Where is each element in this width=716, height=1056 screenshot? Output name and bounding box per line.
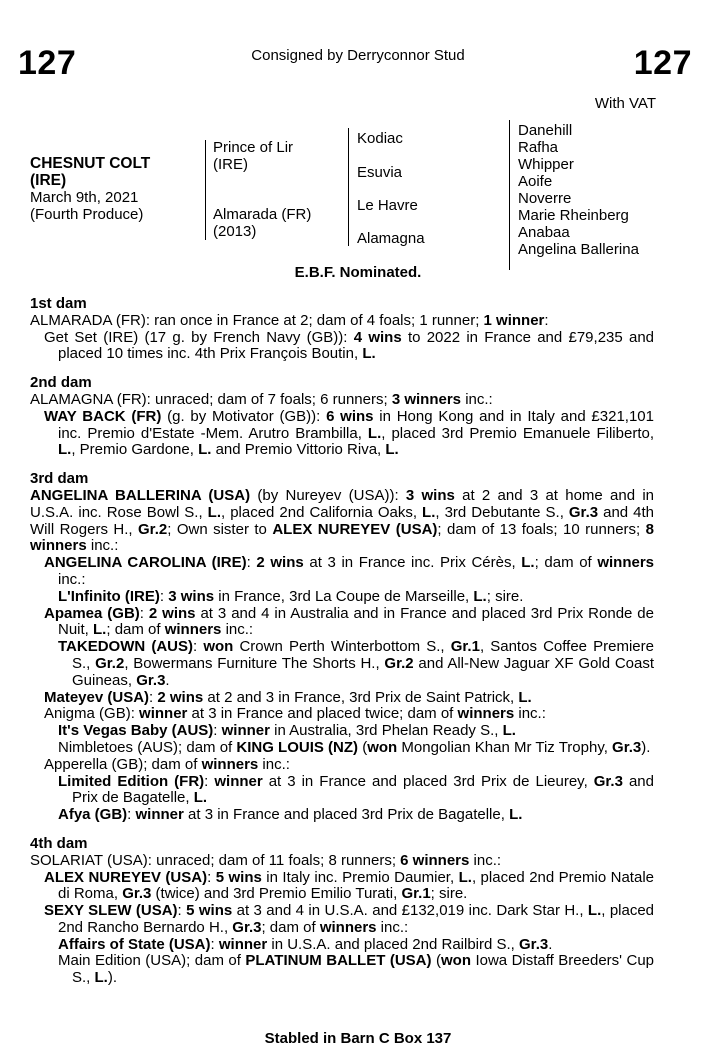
lot-number-right: 127 [633,44,692,82]
g3-ancestor: Aoife [518,173,553,190]
progeny-anigma: Anigma (GB): winner at 3 in France and placed twice; dam of winners inc.: [44,705,546,723]
g3-ancestor: Noverre [518,190,572,207]
progeny-apperella: Apperella (GB); dam of winners inc.: [44,755,290,773]
progeny-takedown: TAKEDOWN (AUS): won Crown Perth Winterbottom S., Gr.1, Santos Coffee Premiere S., Gr.2, Bowermans Furniture The Shorts H., Gr.2 and All-New Jaguar XF Gold Coast Guineas, Gr.3. [58,638,654,689]
g3-ancestor: Rafha [518,139,559,156]
progeny-limited-edition: Limited Edition (FR): winner at 3 in France and placed 3rd Prix de Lieurey, Gr.3 and Prix de Bagatelle, L. [58,772,654,807]
dam [213,206,311,240]
progeny-apamea: Apamea (GB): 2 wins at 3 and 4 in Australia and in France and placed 3rd Prix Ronde de Nuit, L.; dam of winners inc.: [44,604,654,639]
sire-line2: (IRE) [213,156,248,173]
produce-note: (Fourth Produce) [30,206,144,223]
sire [213,139,293,173]
pedigree-bracket-3 [509,120,510,270]
dam-line1: Almarada (FR) [213,206,312,223]
horse-name-line1: CHESNUT COLT [30,155,151,172]
ebf-nominated: E.B.F. Nominated. [294,264,422,281]
third-dam-summary: ANGELINA BALLERINA (USA) (by Nureyev (USA)): 3 wins at 2 and 3 at home and in U.S.A. inc. Rose Bowl S., L., placed 2nd California Oaks, L., 3rd Debutante S., Gr.3 and 4th Will Rogers H., Gr.2; Own sister to ALEX NUREYEV (USA); dam of 13 foals; 10 runners; 8 winners inc.: [30,486,655,555]
fourth-dam-summary: SOLARIAT (USA): unraced; dam of 11 foals; 8 runners; 6 winners inc.: [30,851,502,869]
progeny-main-edition: Main Edition (USA); dam of PLATINUM BALLET (USA) (won Iowa Distaff Breeders' Cup S., L.). [58,952,655,987]
first-dam-heading: 1st dam [30,295,87,312]
dam-dam: Alamagna [357,230,425,247]
third-dam-heading: 3rd dam [30,470,89,488]
first-dam-summary: ALMARADA (FR): ran once in France at 2; dam of 4 foals; 1 runner; 1 winner: [30,311,549,329]
g3-ancestor: Angelina Ballerina [518,241,639,258]
second-dam-heading: 2nd dam [30,374,92,392]
g3-ancestor: Whipper [518,156,574,173]
g3-ancestor: Marie Rheinberg [518,207,629,224]
horse-name-line2: (IRE) [30,172,67,189]
g3-ancestor: Danehill [518,122,573,139]
fourth-dam-heading: 4th dam [30,834,88,852]
g3-ancestor: Anabaa [518,224,570,241]
progeny-alex-nureyev: ALEX NUREYEV (USA): 5 wins in Italy inc. Premio Daumier, L., placed 2nd Premio Natale di Roma, Gr.3 (twice) and 3rd Premio Emilio Turati, Gr.1; sire. [44,868,654,903]
horse-name [30,155,150,189]
foaled-date: March 9th, 2021 [30,189,139,206]
progeny-get-set: Get Set (IRE) (17 g. by French Navy (GB)): 4 wins to 2022 in France and £79,235 and placed 10 times inc. 4th Prix François Boutin, L. [44,328,655,363]
lot-number-left: 127 [18,44,77,82]
dam-sire: Le Havre [357,197,418,214]
sire-dam: Esuvia [357,164,403,181]
vat-note: With VAT [594,95,656,112]
progeny-affairs-of-state: Affairs of State (USA): winner in U.S.A. and placed 2nd Railbird S., Gr.3. [58,935,553,953]
progeny-nimbletoes: Nimbletoes (AUS); dam of KING LOUIS (NZ) (won Mongolian Khan Mr Tiz Trophy, Gr.3). [58,738,651,756]
pedigree-bracket-2 [348,128,349,246]
third-generation [518,122,639,258]
pedigree-bracket-1 [205,140,206,240]
stabling-info: Stabled in Barn C Box 137 [264,1030,452,1047]
second-dam-summary: ALAMAGNA (FR): unraced; dam of 7 foals; 6 runners; 3 winners inc.: [30,390,493,408]
progeny-angelina-carolina: ANGELINA CAROLINA (IRE): 2 wins at 3 in France inc. Prix Cérès, L.; dam of winners inc.: [44,554,655,588]
consignor: Consigned by Derryconnor Stud [251,47,465,64]
sire-sire: Kodiac [357,130,403,147]
progeny-mateyev: Mateyev (USA): 2 wins at 2 and 3 in France, 3rd Prix de Saint Patrick, L. [44,688,532,706]
progeny-l-infinito: L'Infinito (IRE): 3 wins in France, 3rd La Coupe de Marseille, L.; sire. [58,587,524,605]
progeny-its-vegas-baby: It's Vegas Baby (AUS): winner in Australia, 3rd Phelan Ready S., L. [58,722,516,740]
progeny-way-back: WAY BACK (FR) (g. by Motivator (GB)): 6 wins in Hong Kong and in Italy and £321,101 inc. Premio d'Estate -Mem. Arutro Brambilla, L., placed 3rd Premio Emanuele Filiberto, L., Premio Gardone, L. and Premio Vittorio Riva, L. [44,407,654,459]
sire-line1: Prince of Lir [213,139,294,156]
pedigree-notes [30,296,654,987]
progeny-afya: Afya (GB): winner at 3 in France and placed 3rd Prix de Bagatelle, L. [58,806,523,824]
progeny-sexy-slew: SEXY SLEW (USA): 5 wins at 3 and 4 in U.S.A. and £132,019 inc. Dark Star H., L., placed 2nd Rancho Bernardo H., Gr.3; dam of winners inc.: [44,902,655,936]
dam-line2: (2013) [213,223,257,240]
